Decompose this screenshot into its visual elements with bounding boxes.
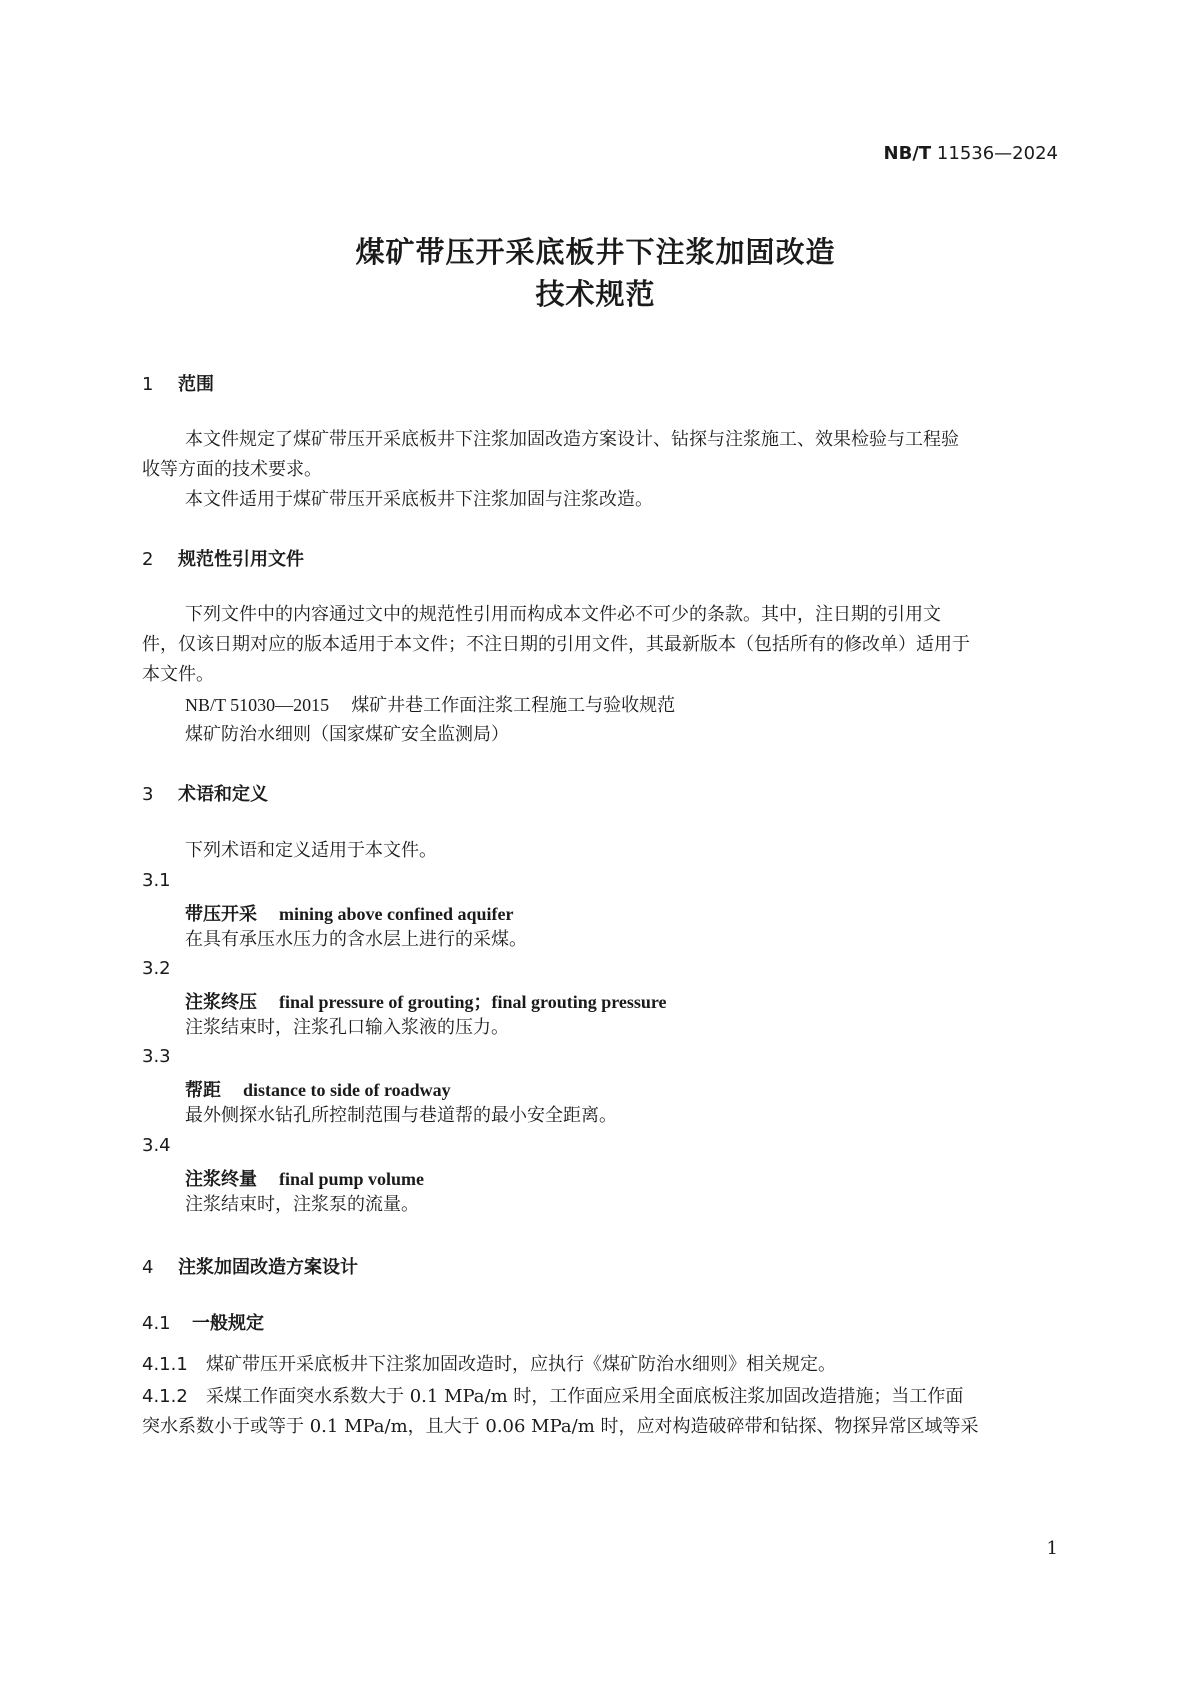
reference-item: 煤矿防治水细则（国家煤矿安全监测局） <box>185 724 509 745</box>
term-entry <box>185 988 667 1014</box>
term-number: 3.2 <box>142 958 171 979</box>
section-heading-1 <box>142 370 214 396</box>
paragraph-line: 本文件规定了煤矿带压开采底板井下注浆加固改造方案设计、钻探与注浆施工、效果检验与工程验 <box>185 429 959 450</box>
term-number: 3.1 <box>142 870 171 891</box>
subsection-number: 4.1 <box>142 1313 171 1334</box>
section-number: 2 <box>142 549 154 570</box>
paragraph-line: 本文件。 <box>142 664 214 685</box>
section-number: 1 <box>142 374 154 395</box>
term-definition: 注浆结束时，注浆泵的流量。 <box>185 1194 419 1215</box>
term-number: 3.3 <box>142 1046 171 1067</box>
standard-number: 11536—2024 <box>936 143 1058 164</box>
reference-title: 煤矿井巷工作面注浆工程施工与验收规范 <box>351 695 676 716</box>
document-title-line2: 技术规范 <box>535 277 656 311</box>
paragraph-line: 下列术语和定义适用于本文件。 <box>185 840 437 861</box>
section-title: 规范性引用文件 <box>178 549 304 570</box>
section-title: 范围 <box>178 374 214 395</box>
term-definition: 注浆结束时，注浆孔口输入浆液的压力。 <box>185 1017 509 1038</box>
subsection-heading-4-1 <box>142 1309 264 1335</box>
term-zh: 带压开采 <box>185 904 257 925</box>
clause-number: 4.1.2 <box>142 1386 188 1407</box>
reference-code: NB/T 51030—2015 <box>185 695 330 715</box>
term-definition: 在具有承压水压力的含水层上进行的采煤。 <box>185 929 527 950</box>
standard-prefix: NB/T <box>883 143 932 164</box>
section-heading-3 <box>142 780 268 806</box>
page-number: 1 <box>1046 1538 1058 1559</box>
section-title: 术语和定义 <box>178 784 268 805</box>
reference-item <box>185 690 675 721</box>
clause-4-1-1 <box>142 1350 836 1380</box>
standard-code <box>884 143 1058 164</box>
paragraph-line: 突水系数小于或等于 0.1 MPa/m，且大于 0.06 MPa/m 时，应对构造破碎带和钻探、物探异常区域等采 <box>142 1416 979 1437</box>
section-heading-4 <box>142 1253 358 1279</box>
paragraph-line: 收等方面的技术要求。 <box>142 459 322 480</box>
subsection-title: 一般规定 <box>192 1313 264 1334</box>
section-number: 4 <box>142 1257 154 1278</box>
clause-text: 采煤工作面突水系数大于 0.1 MPa/m 时，工作面应采用全面底板注浆加固改造措施；当工作面 <box>206 1386 964 1407</box>
term-en: distance to side of roadway <box>243 1080 451 1100</box>
section-number: 3 <box>142 784 154 805</box>
section-title: 注浆加固改造方案设计 <box>178 1257 358 1278</box>
term-definition: 最外侧探水钻孔所控制范围与巷道帮的最小安全距离。 <box>185 1105 617 1126</box>
paragraph-line: 件，仅该日期对应的版本适用于本文件；不注日期的引用文件，其最新版本（包括所有的修改单）适用于 <box>142 634 970 655</box>
term-en: final pressure of grouting；final grouting pressure <box>279 992 667 1012</box>
document-title-line1: 煤矿带压开采底板井下注浆加固改造 <box>355 235 836 269</box>
clause-number: 4.1.1 <box>142 1354 188 1375</box>
term-entry <box>185 900 514 926</box>
term-zh: 注浆终压 <box>185 992 257 1013</box>
term-entry <box>185 1076 451 1102</box>
clause-4-1-2 <box>142 1382 963 1412</box>
term-entry <box>185 1165 424 1191</box>
term-zh: 帮距 <box>185 1080 221 1101</box>
paragraph-line: 下列文件中的内容通过文中的规范性引用而构成本文件必不可少的条款。其中，注日期的引用文 <box>185 604 941 625</box>
term-en: mining above confined aquifer <box>279 904 514 924</box>
paragraph-line: 本文件适用于煤矿带压开采底板井下注浆加固与注浆改造。 <box>185 489 653 510</box>
section-heading-2 <box>142 545 304 571</box>
term-en: final pump volume <box>279 1169 425 1189</box>
term-number: 3.4 <box>142 1135 171 1156</box>
term-zh: 注浆终量 <box>185 1169 257 1190</box>
clause-text: 煤矿带压开采底板井下注浆加固改造时，应执行《煤矿防治水细则》相关规定。 <box>206 1354 836 1375</box>
